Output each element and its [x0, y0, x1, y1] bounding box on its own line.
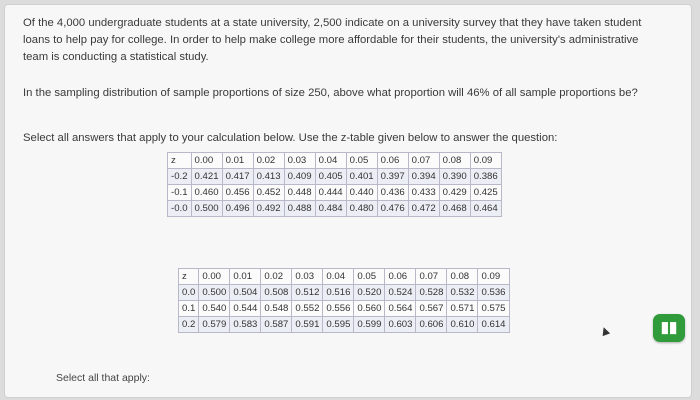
- table-header-cell: 0.09: [478, 269, 509, 285]
- table-cell: 0.0: [179, 285, 199, 301]
- table-row: [179, 317, 510, 333]
- table-cell: 0.603: [385, 317, 416, 333]
- table-cell: 0.591: [292, 317, 323, 333]
- table-cell: 0.421: [191, 169, 222, 185]
- table-header-cell: 0.07: [416, 269, 447, 285]
- table-cell: 0.575: [478, 301, 509, 317]
- table-row: [179, 285, 510, 301]
- table-row: [168, 185, 502, 201]
- table-header-cell: 0.03: [284, 153, 315, 169]
- table-row: [179, 301, 510, 317]
- table-header-cell: 0.08: [447, 269, 478, 285]
- table-cell: 0.488: [284, 201, 315, 217]
- table-cell: 0.504: [230, 285, 261, 301]
- table-cell: 0.436: [377, 185, 408, 201]
- table-header-cell: 0.03: [292, 269, 323, 285]
- table-header-cell: 0.02: [253, 153, 284, 169]
- table-header-cell: 0.05: [346, 153, 377, 169]
- table-header-cell: 0.08: [439, 153, 470, 169]
- table-header-cell: 0.01: [230, 269, 261, 285]
- table-cell: 0.536: [478, 285, 509, 301]
- table-header-cell: 0.00: [199, 269, 230, 285]
- table-cell: -0.2: [168, 169, 192, 185]
- table-cell: 0.587: [261, 317, 292, 333]
- table-cell: 0.571: [447, 301, 478, 317]
- table-row: [168, 169, 502, 185]
- table-cell: 0.520: [354, 285, 385, 301]
- table-header-cell: 0.04: [315, 153, 346, 169]
- table-cell: 0.429: [439, 185, 470, 201]
- table-cell: 0.614: [478, 317, 509, 333]
- table-cell: 0.567: [416, 301, 447, 317]
- table-header-cell: 0.02: [261, 269, 292, 285]
- table-cell: 0.413: [253, 169, 284, 185]
- table-cell: 0.496: [222, 201, 253, 217]
- table-cell: 0.556: [323, 301, 354, 317]
- table-cell: 0.476: [377, 201, 408, 217]
- table-header-cell: 0.09: [470, 153, 501, 169]
- table-cell: 0.508: [261, 285, 292, 301]
- table-cell: 0.564: [385, 301, 416, 317]
- table-cell: 0.390: [439, 169, 470, 185]
- table-cell: 0.480: [346, 201, 377, 217]
- table-header-cell: 0.06: [385, 269, 416, 285]
- table-cell: -0.0: [168, 201, 192, 217]
- table-cell: 0.583: [230, 317, 261, 333]
- table-cell: 0.552: [292, 301, 323, 317]
- table-cell: 0.448: [284, 185, 315, 201]
- table-cell: 0.595: [323, 317, 354, 333]
- table-cell: 0.484: [315, 201, 346, 217]
- table-header-row: [168, 153, 502, 169]
- table-cell: 0.425: [470, 185, 501, 201]
- table-header-row: [179, 269, 510, 285]
- table-cell: 0.599: [354, 317, 385, 333]
- table-cell: 0.532: [447, 285, 478, 301]
- table-header-cell: 0.01: [222, 153, 253, 169]
- table-cell: 0.417: [222, 169, 253, 185]
- table-header-cell: 0.04: [323, 269, 354, 285]
- table-header-cell: z: [179, 269, 199, 285]
- table-cell: 0.464: [470, 201, 501, 217]
- table-cell: 0.468: [439, 201, 470, 217]
- z-table-negative: [167, 152, 502, 217]
- table-header-cell: 0.06: [377, 153, 408, 169]
- table-cell: 0.492: [253, 201, 284, 217]
- table-cell: 0.528: [416, 285, 447, 301]
- table-cell: 0.405: [315, 169, 346, 185]
- table-header-cell: 0.07: [408, 153, 439, 169]
- table-cell: -0.1: [168, 185, 192, 201]
- table-cell: 0.394: [408, 169, 439, 185]
- table-cell: 0.610: [447, 317, 478, 333]
- table-cell: 0.1: [179, 301, 199, 317]
- table-cell: 0.560: [354, 301, 385, 317]
- table-cell: 0.512: [292, 285, 323, 301]
- table-cell: 0.409: [284, 169, 315, 185]
- table-cell: 0.440: [346, 185, 377, 201]
- table-cell: 0.456: [222, 185, 253, 201]
- table-cell: 0.401: [346, 169, 377, 185]
- table-cell: 0.444: [315, 185, 346, 201]
- table-header-cell: 0.05: [354, 269, 385, 285]
- chat-icon[interactable]: ▮▮: [653, 314, 685, 342]
- table-cell: 0.386: [470, 169, 501, 185]
- question-text: In the sampling distribution of sample proportions of size 250, above what proportion will 46% of all sample proportions be?: [23, 87, 638, 99]
- table-header-cell: 0.00: [191, 153, 222, 169]
- table-cell: 0.2: [179, 317, 199, 333]
- table-cell: 0.500: [191, 201, 222, 217]
- table-cell: 0.579: [199, 317, 230, 333]
- table-cell: 0.606: [416, 317, 447, 333]
- table-header-cell: z: [168, 153, 192, 169]
- table-cell: 0.397: [377, 169, 408, 185]
- table-cell: 0.460: [191, 185, 222, 201]
- select-all-label: Select all that apply:: [56, 372, 150, 384]
- table-cell: 0.524: [385, 285, 416, 301]
- z-table-positive: [178, 268, 510, 333]
- table-cell: 0.472: [408, 201, 439, 217]
- table-row: [168, 201, 502, 217]
- table-cell: 0.544: [230, 301, 261, 317]
- table-cell: 0.452: [253, 185, 284, 201]
- intro-text: Of the 4,000 undergraduate students at a state university, 2,500 indicate on a university survey that they have taken student loans to help pay for college. In order to help make college more affordable for their students, the university's administrative team is conducting a statistical study.: [23, 17, 642, 63]
- table-cell: 0.516: [323, 285, 354, 301]
- table-cell: 0.540: [199, 301, 230, 317]
- table-cell: 0.548: [261, 301, 292, 317]
- table-cell: 0.500: [199, 285, 230, 301]
- instruction-text: Select all answers that apply to your calculation below. Use the z-table given below to answer the question:: [23, 132, 558, 144]
- table-cell: 0.433: [408, 185, 439, 201]
